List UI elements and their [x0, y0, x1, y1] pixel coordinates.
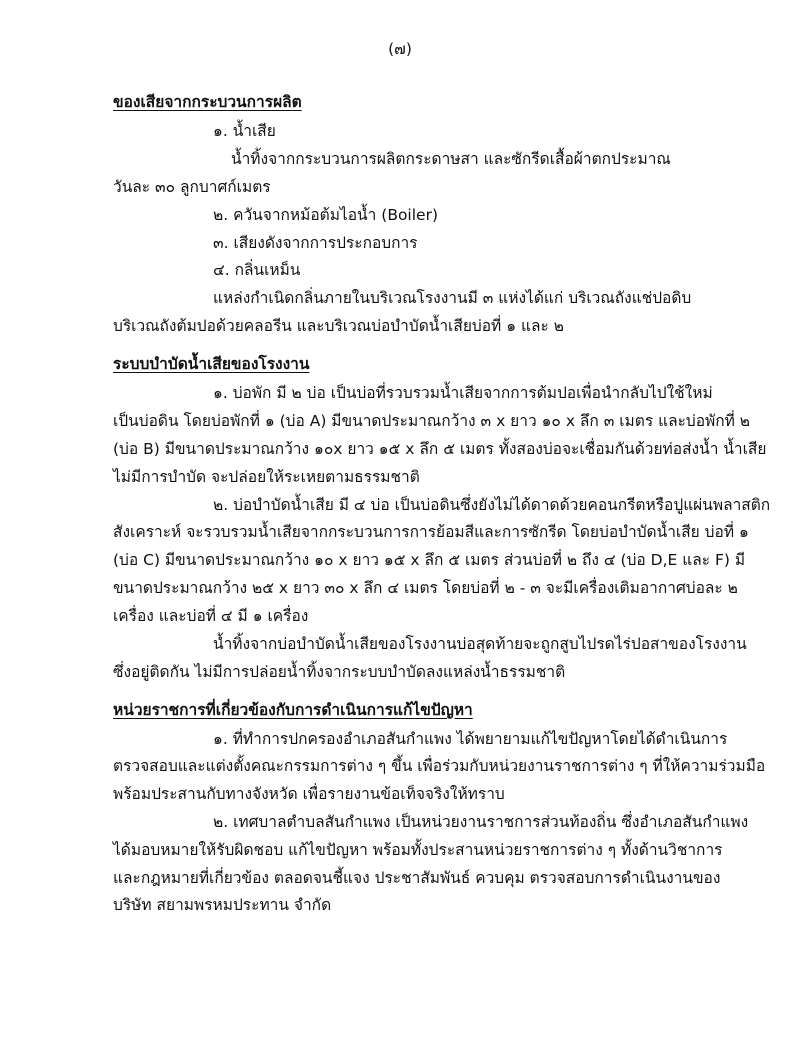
- page-number: (๗): [388, 40, 412, 58]
- paragraph-line: บริษัท สยามพรหมประทาน จำกัด: [113, 896, 332, 914]
- paragraph-line: ๑. น้ำเสีย: [213, 122, 276, 140]
- paragraph-line: น้ำทิ้งจากบ่อบำบัดน้ำเสียของโรงงานบ่อสุดท้ายจะถูกสูบไปรดไร่ปอสาของโรงงาน: [213, 635, 747, 653]
- paragraph-line: (บ่อ B) มีขนาดประมาณกว้าง ๑๐x ยาว ๑๕ x ลึก ๕ เมตร ทั้งสองบ่อจะเชื่อมกันด้วยท่อส่งน้ำ น้ำเสีย: [113, 440, 767, 458]
- paragraph-line: ได้มอบหมายให้รับผิดชอบ แก้ไขปัญหา พร้อมทั้งประสานหน่วยราชการต่าง ๆ ทั้งด้านวิชาการ: [113, 841, 723, 859]
- paragraph-line: และกฎหมายที่เกี่ยวข้อง ตลอดจนชี้แจง ประชาสัมพันธ์ ควบคุม ตรวจสอบการดำเนินงานของ: [113, 869, 721, 887]
- section-heading-waste: ของเสียจากกระบวนการผลิต: [113, 93, 302, 111]
- section-heading-government-agencies: หน่วยราชการที่เกี่ยวข้องกับการดำเนินการแก้ไขปัญหา: [113, 701, 473, 719]
- paragraph-line: น้ำทิ้งจากกระบวนการผลิตกระดาษสา และซักรีดเสื้อผ้าตกประมาณ: [231, 150, 671, 168]
- section-heading-wastewater-system: ระบบบำบัดน้ำเสียของโรงงาน: [113, 355, 310, 373]
- paragraph-line: แหล่งกำเนิดกลิ่นภายในบริเวณโรงงานมี ๓ แห่งได้แก่ บริเวณถังแช่ปอดิบ: [213, 289, 692, 307]
- paragraph-line: ตรวจสอบและแต่งตั้งคณะกรรมการต่าง ๆ ขึ้น เพื่อร่วมกับหน่วยงานราชการต่าง ๆ ที่ให้ความร่วมมือ: [113, 757, 766, 775]
- paragraph-line: ๒. ควันจากหม้อต้มไอน้ำ (Boiler): [213, 206, 438, 224]
- paragraph-line: ๑. ที่ทำการปกครองอำเภอสันกำแพง ได้พยายามแก้ไขปัญหาโดยได้ดำเนินการ: [213, 730, 728, 748]
- paragraph-line: ๔. กลิ่นเหม็น: [213, 261, 301, 279]
- paragraph-line: ๑. บ่อพัก มี ๒ บ่อ เป็นบ่อที่รวบรวมน้ำเสียจากการต้มปอเพื่อนำกลับไปใช้ใหม่: [213, 384, 713, 402]
- paragraph-line: ไม่มีการบำบัด จะปล่อยให้ระเหยตามธรรมชาติ: [113, 468, 420, 486]
- paragraph-line: เครื่อง และบ่อที่ ๔ มี ๑ เครื่อง: [113, 607, 309, 625]
- paragraph-line: ๓. เสียงดังจากการประกอบการ: [213, 234, 418, 252]
- paragraph-line: เป็นบ่อดิน โดยบ่อพักที่ ๑ (บ่อ A) มีขนาดประมาณกว้าง ๓ x ยาว ๑๐ x ลึก ๓ เมตร และบ่อพักที่ ๒: [113, 412, 751, 430]
- paragraph-line: ซึ่งอยู่ติดกัน ไม่มีการปล่อยน้ำทิ้งจากระบบบำบัดลงแหล่งน้ำธรรมชาติ: [113, 663, 566, 681]
- paragraph-line: ๒. บ่อบำบัดน้ำเสีย มี ๔ บ่อ เป็นบ่อดินซึ่งยังไม่ได้ดาดด้วยคอนกรีตหรือปูแผ่นพลาสติก: [213, 496, 771, 514]
- paragraph-line: สังเคราะห์ จะรวบรวมน้ำเสียจากกระบวนการการย้อมสีและการซักรีด โดยบ่อบำบัดน้ำเสีย บ่อที่ ๑: [113, 523, 749, 541]
- paragraph-line: ขนาดประมาณกว้าง ๒๕ x ยาว ๓๐ x ลึก ๔ เมตร โดยบ่อที่ ๒ - ๓ จะมีเครื่องเติมอากาศบ่อละ ๒: [113, 579, 738, 597]
- paragraph-line: วันละ ๓๐ ลูกบาศก์เมตร: [113, 178, 271, 196]
- paragraph-line: บริเวณถังต้มปอด้วยคลอรีน และบริเวณบ่อบำบัดน้ำเสียบ่อที่ ๑ และ ๒: [113, 317, 564, 335]
- paragraph-line: (บ่อ C) มีขนาดประมาณกว้าง ๑๐ x ยาว ๑๕ x ลึก ๕ เมตร ส่วนบ่อที่ ๒ ถึง ๔ (บ่อ D,E และ F) มี: [113, 551, 746, 569]
- paragraph-line: พร้อมประสานกับทางจังหวัด เพื่อรายงานข้อเท็จจริงให้ทราบ: [113, 785, 505, 803]
- paragraph-line: ๒. เทศบาลตำบลสันกำแพง เป็นหน่วยงานราชการส่วนท้องถิ่น ซึ่งอำเภอสันกำแพง: [213, 813, 749, 831]
